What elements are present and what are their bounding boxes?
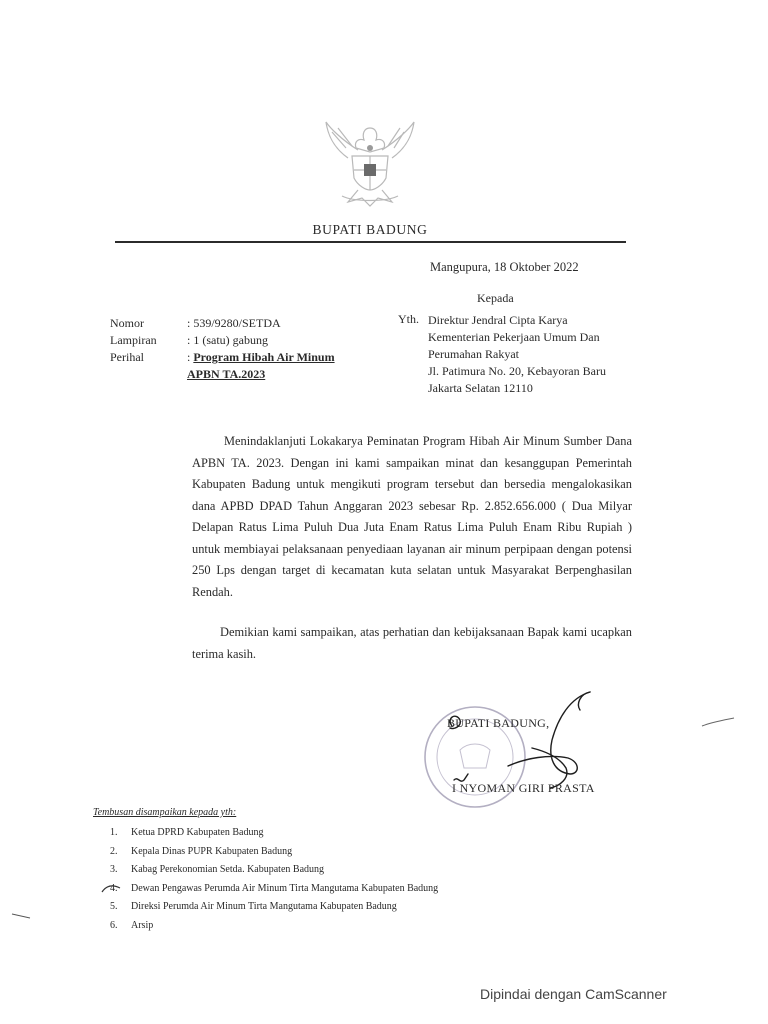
header-divider	[115, 241, 626, 243]
list-item-number: 3.	[110, 864, 118, 876]
perihal-label: Perihal	[110, 350, 144, 364]
scanner-watermark: Dipindai dengan CamScanner	[480, 986, 667, 1002]
letter-date: Mangupura, 18 Oktober 2022	[430, 260, 579, 274]
list-item-number: 1.	[110, 827, 118, 838]
garuda-emblem-icon	[318, 118, 422, 210]
pen-mark-icon	[700, 716, 736, 728]
meta-nomor	[110, 315, 377, 332]
body-text: Menindaklanjuti Lokakarya Peminatan Program Hibah Air Minum Sumber Dana APBN TA. 2023. Dengan ini kami sampaikan minat dan kesanggupan Pemerintah Kabupaten Badung untuk mengikuti program tersebut dan bersedia mengalokasikan dana APBD DPAD Tahun Anggaran 2023 sebesar Rp. 2.852.656.000 ( Dua Milyar Delapan Ratus Lima Puluh Dua Juta Enam Ratus Lima Puluh Enam Ribu Rupiah ) untuk membiayai pelaksanaan penyediaan layanan air minum perpipaan dengan potensi 250 Lps dengan target di kecamatan kuta selatan untuk Masyarakat Berpenghasilan Rendah.	[192, 434, 632, 599]
list-item	[110, 843, 438, 862]
nomor-value: : 539/9280/SETDA	[187, 316, 281, 330]
pen-mark-icon	[100, 880, 124, 896]
perihal-colon: :	[187, 350, 194, 364]
list-item-text: Kepala Dinas PUPR Kabupaten Badung	[131, 845, 293, 857]
meta-perihal	[110, 349, 377, 366]
lampiran-value: : 1 (satu) gabung	[187, 333, 268, 347]
recipient-line: Perumahan Rakyat	[428, 347, 519, 361]
recipient-address	[428, 312, 643, 397]
list-item	[110, 917, 438, 936]
yth-label: Yth.	[398, 312, 419, 326]
recipient-line: Jl. Patimura No. 20, Kebayoran Baru	[428, 364, 606, 378]
nomor-label: Nomor	[110, 316, 144, 330]
list-item	[110, 880, 438, 899]
tembusan-list	[110, 824, 438, 936]
recipient-line: Jakarta Selatan 12110	[428, 381, 533, 395]
pen-mark-icon	[10, 910, 32, 922]
list-item-number: 5.	[110, 901, 118, 913]
tembusan-title: Tembusan disampaikan kepada yth:	[93, 807, 237, 818]
list-item	[110, 898, 438, 917]
signature-title: BUPATI BADUNG,	[447, 716, 550, 730]
list-item-number: 6.	[110, 919, 118, 931]
lampiran-label: Lampiran	[110, 333, 157, 347]
list-item-text: Dewan Pengawas Perumda Air Minum Tirta Mangutama Kabupaten Badung	[131, 882, 439, 894]
list-item	[110, 861, 438, 880]
perihal-value: Program Hibah Air Minum	[193, 350, 335, 364]
list-item	[110, 824, 438, 843]
list-item-text: Arsip	[131, 919, 154, 931]
meta-perihal-cont	[110, 366, 377, 383]
closing-text: Demikian kami sampaikan, atas perhatian dan kebijaksanaan Bapak kami ucapkan terima kasih.	[192, 625, 632, 661]
recipient-line: Direktur Jendral Cipta Karya	[428, 313, 568, 327]
signatory-name: I NYOMAN GIRI PRASTA	[452, 781, 595, 795]
list-item-number: 4.	[110, 882, 118, 894]
list-item-text: Kabag Perekonomian Setda. Kabupaten Badung	[131, 864, 325, 876]
perihal-value-cont: APBN TA.2023	[187, 367, 266, 381]
body-paragraph	[192, 431, 632, 603]
list-item-text: Direksi Perumda Air Minum Tirta Mangutama Kabupaten Badung	[131, 901, 397, 913]
list-item-number: 2.	[110, 845, 118, 857]
recipient-line: Kementerian Pekerjaan Umum Dan	[428, 330, 600, 344]
letter-meta	[110, 315, 377, 383]
kepada-label: Kepada	[477, 291, 514, 305]
list-item-text: Ketua DPRD Kabupaten Badung	[131, 827, 264, 838]
org-title: BUPATI BADUNG	[312, 222, 428, 237]
meta-lampiran	[110, 332, 377, 349]
closing-paragraph	[192, 622, 632, 665]
